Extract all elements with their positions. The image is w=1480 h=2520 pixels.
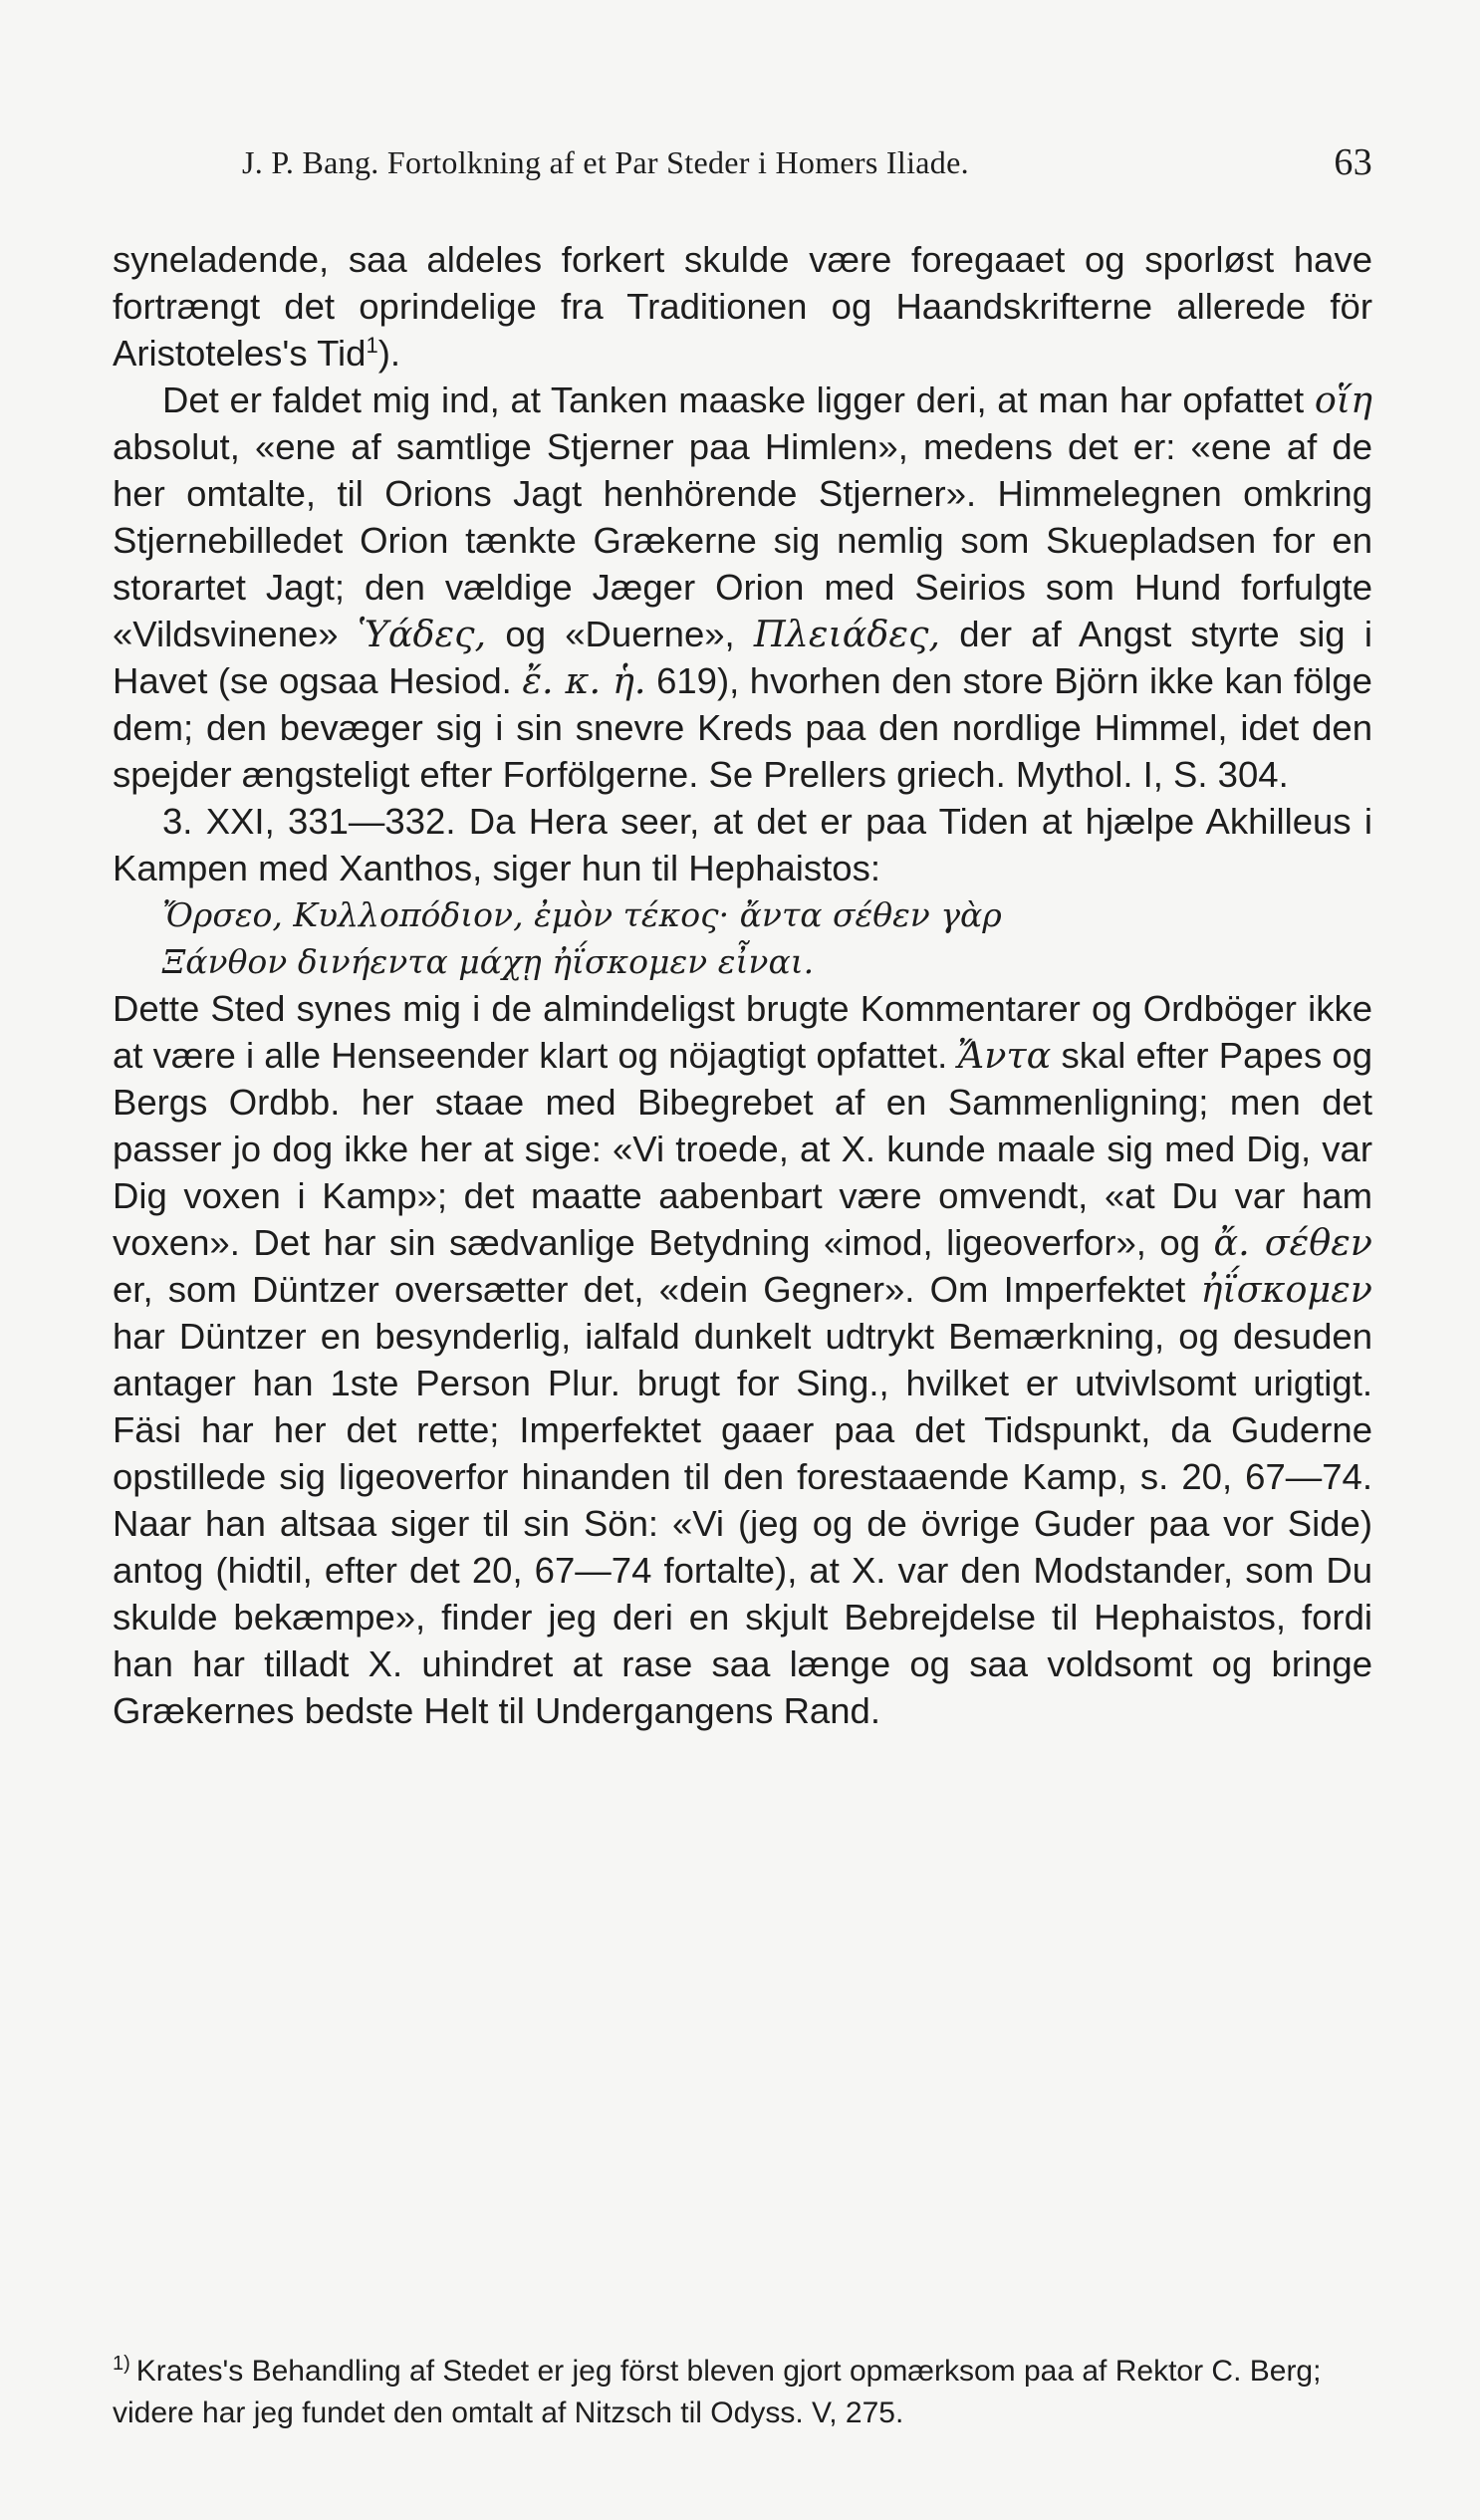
paragraph-text: har Düntzer en besynderlig, ialfald dunkelt udtrykt Bemærkning, og desuden antager han 1ste Person Plur. brugt for Sing., hvilket er utvivlsomt urigtigt. Fäsi har her det rette; Imperfektet gaaer paa det Tidspunkt, da Guderne opstillede sig ligeoverfor hinanden til den forestaaende Kamp, s. 20, 67—74. Naar han altsaa siger til sin Sön: «Vi (jeg og de övrige Guder paa vor Side) antog (hidtil, efter det 20, 67—74 fortalte), at X. var den Modstander, som Du skulde bekæmpe», finder jeg deri en skjult Bebrejdelse til Hephaistos, fordi han har tilladt X. uhindret at rase saa længe og saa voldsomt og bringe Grækernes bedste Helt til Undergangens Rand. [113,1316,1372,1731]
paragraph-text: ). [377,333,400,374]
page-number: 63 [1334,141,1372,183]
greek-abbreviation: ἔ. κ. ἡ. [522,659,646,702]
running-header [113,141,1372,194]
paragraph-text: Det er faldet mig ind, at Tanken maaske ligger deri, at man har opfattet [162,379,1305,420]
paragraph-text: skal efter Papes og Bergs Ordbb. her staae med Bibegrebet af en Sammenligning; men det passer jo dog ikke her at sige: «Vi troede, at X. kunde maale sig med Dig, var Dig voxen i Kamp»; det maatte aabenbart være omvendt, «at Du var ham voxen». Det har sin sædvanlige Betydning «imod, ligeoverfor», og [113,1035,1372,1263]
paragraph-2 [113,377,1372,798]
footnote-reference: 1 [366,332,378,358]
greek-word: Πλειάδες, [753,613,941,655]
running-title: J. P. Bang. Fortolkning af et Par Steder i Homers Iliade. [242,144,969,180]
greek-word: ἄ. σέθεν [1213,1221,1372,1264]
main-text [113,236,1372,1734]
footnote [113,2351,1372,2434]
paragraph-text: der af Angst styrte sig i Havet (se ogsaa Hesiod. [113,614,1372,701]
paragraph-text: syneladende, saa aldeles forkert skulde være foregaaet og sporløst have fortrængt det oprindelige fra Traditionen og Haandskrifterne allerede för Aristoteles's Tid [113,239,1372,374]
paragraph-text: absolut, «ene af samtlige Stjerner paa Himlen», medens det er: «ene af de her omtalte, til Orions Jagt henhörende Stjerner». Himmelegnen omkring Stjernebilledet Orion tænkte Grækerne sig nemlig som Skuepladsen for en storartet Jagt; den vældige Jæger Orion med Seirios som Hund forfulgte «Vildsvinene» [113,426,1372,654]
footnote-mark: 1) [113,2353,130,2375]
paragraph-text: Dette Sted synes mig i de almindeligst brugte Kommentarer og Ordböger ikke at være i alle Henseender klart og nöjagtigt opfattet. [113,988,1372,1076]
paragraph-1 [113,236,1372,377]
greek-word: Ἄντα [957,1034,1052,1077]
paragraph-text: 619), hvorhen den store Björn ikke kan fölge dem; den bevæger sig i sin snevre Kreds paa den nordlige Himmel, idet den spejder ængsteligt efter Forfölgerne. Se Prellers griech. Mythol. I, S. 304. [113,660,1372,795]
paragraph-3 [113,798,1372,891]
greek-word: ἠΐσκομεν [1200,1268,1372,1311]
greek-quote-line-1: Ὄρσεο, Κυλλοπόδιον, ἐμὸν τέκος· ἄντα σέθεν γὰρ [162,895,1002,934]
paragraph-text: 3. XXI, 331—332. Da Hera seer, at det er paa Tiden at hjælpe Akhilleus i Kampen med Xanthos, siger hun til Hephaistos: [113,801,1372,888]
greek-quote-line-2: Ξάνθον δινήεντα μάχῃ ἠΐσκομεν εἶναι. [162,942,815,981]
paragraph-text: og «Duerne», [505,614,735,654]
greek-word: οἵη [1314,378,1372,421]
paragraph-4 [113,985,1372,1734]
greek-word: Ὑάδες, [357,613,487,655]
paragraph-text: er, som Düntzer oversætter det, «dein Gegner». Om Imperfektet [113,1269,1186,1310]
footnote-text: Krates's Behandling af Stedet er jeg först bleven gjort opmærksom paa af Rektor C. Berg; videre har jeg fundet den omtalt af Nitzsch til Odyss. V, 275. [113,2355,1322,2429]
